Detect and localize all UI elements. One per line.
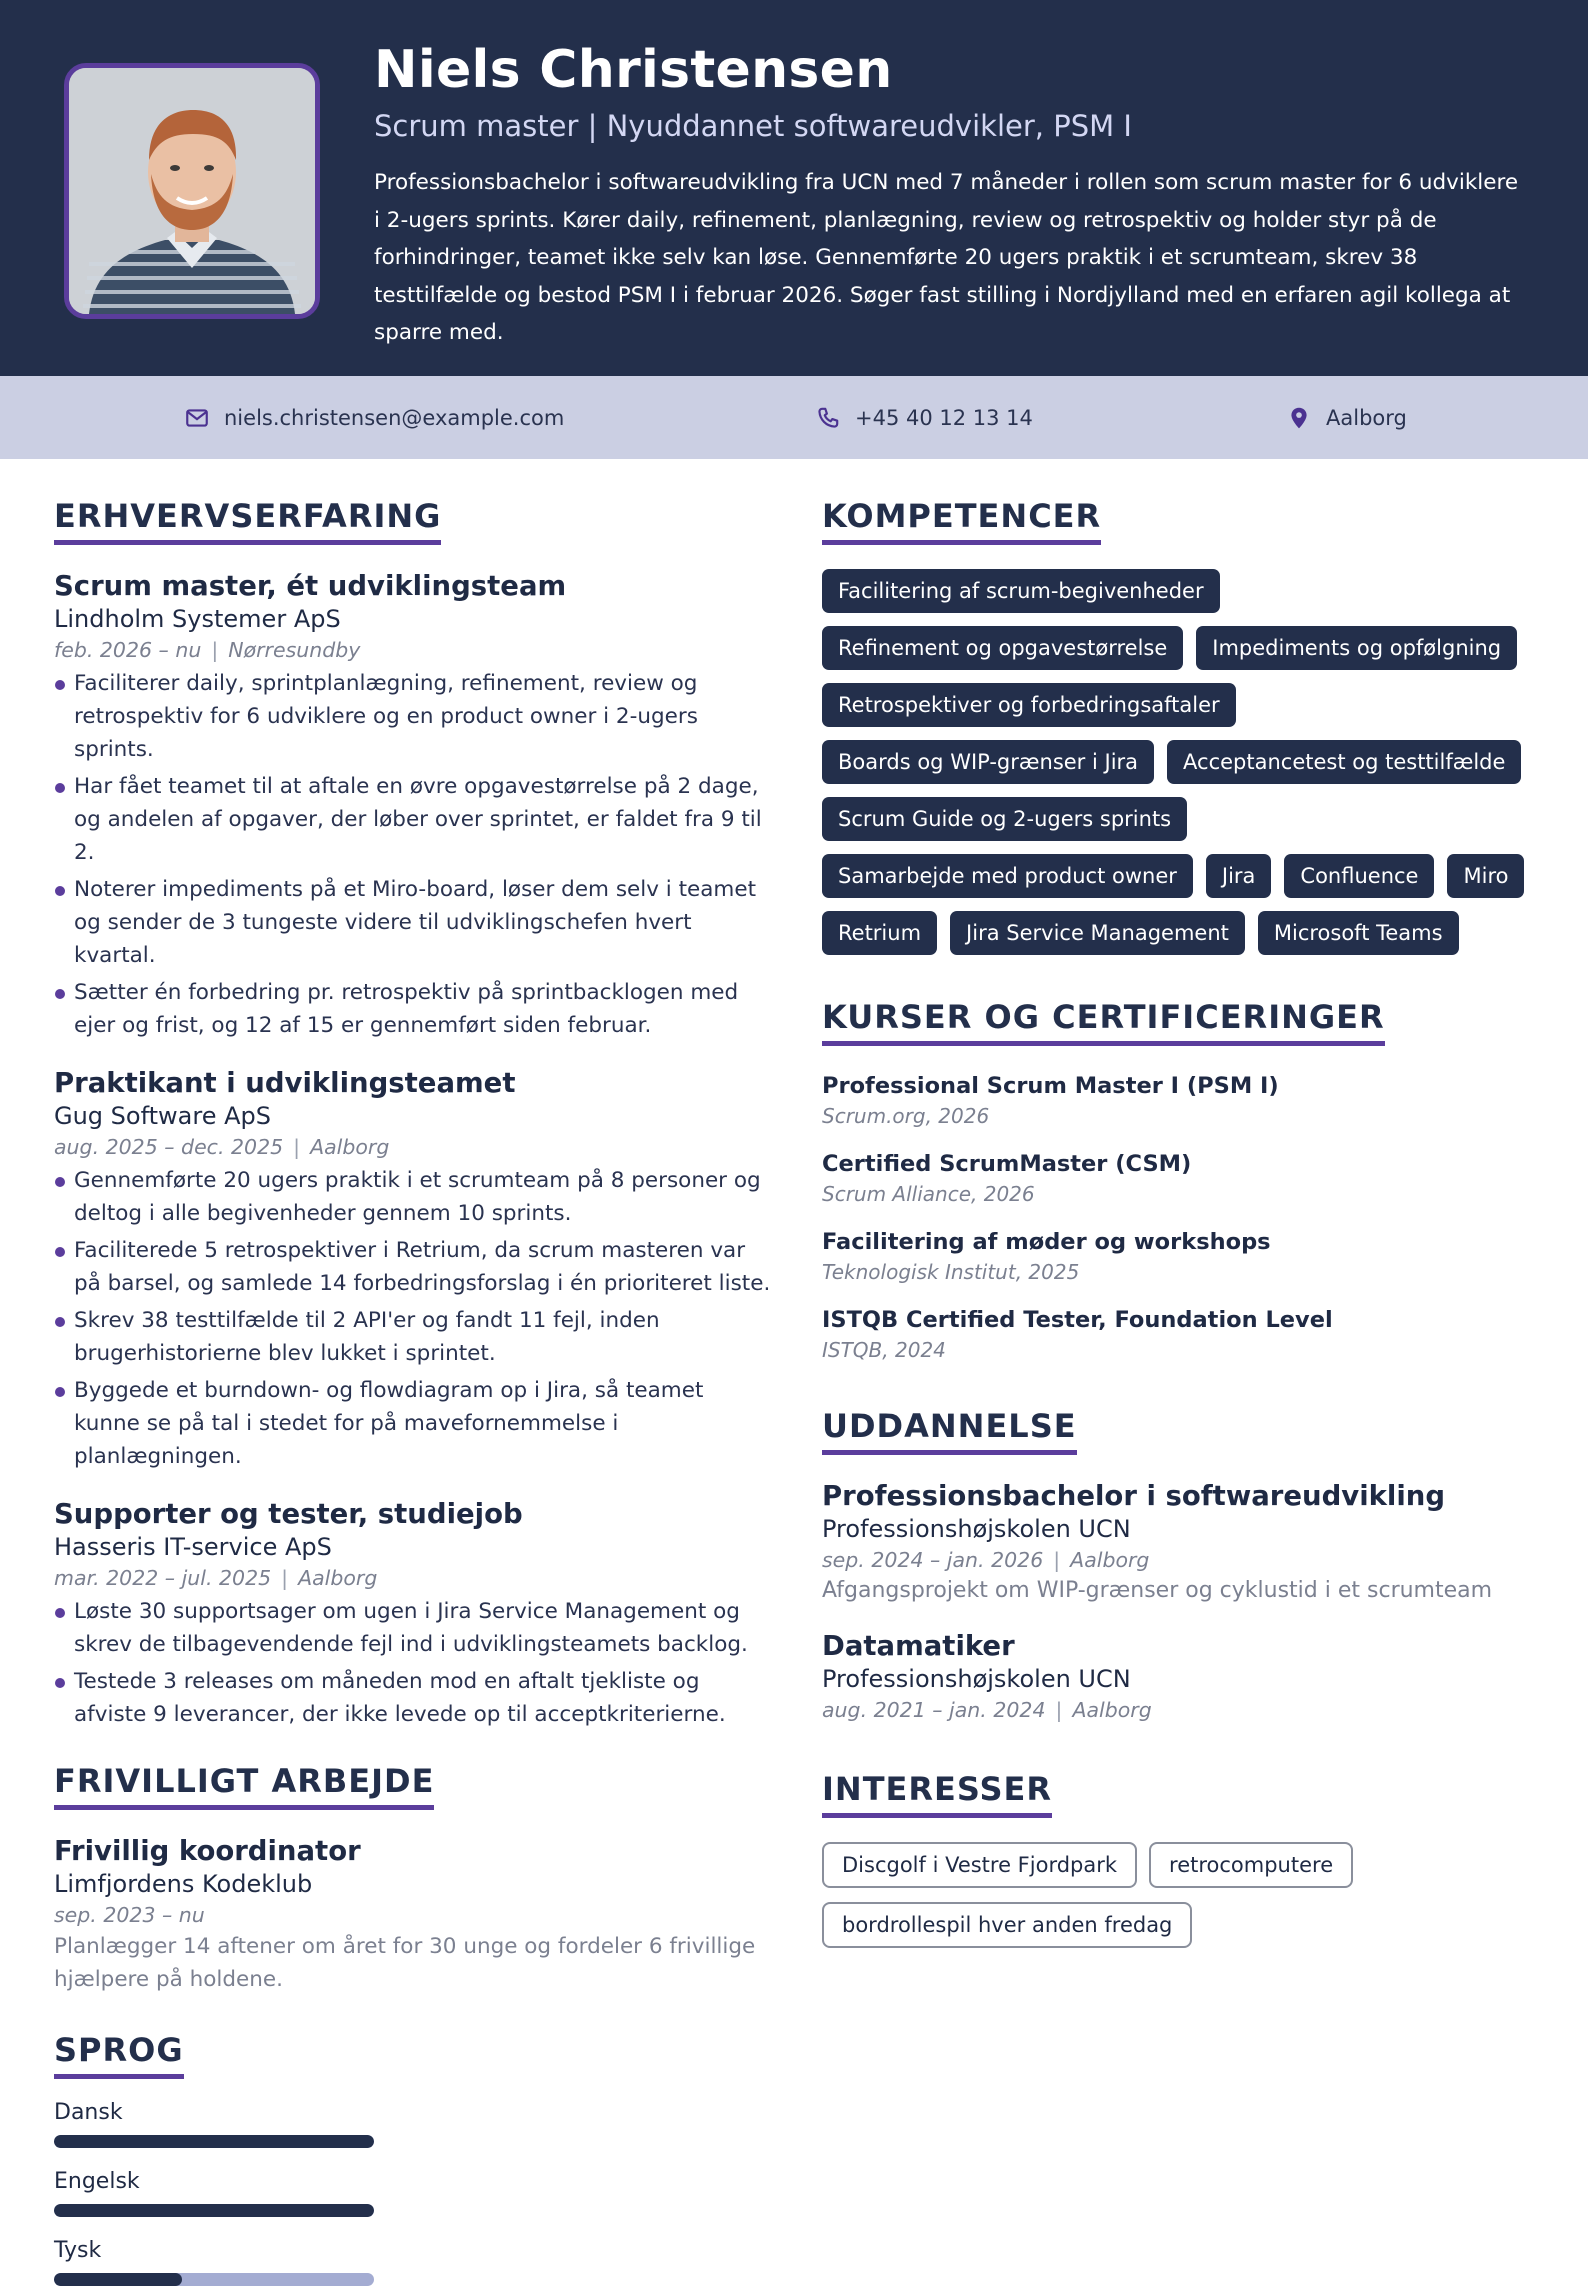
course-item: [822, 1226, 1534, 1286]
skill-chip: Miro: [1447, 854, 1524, 898]
volunteer-role: Frivillig koordinator: [54, 1835, 361, 1867]
volunteer-description: Planlægger 14 aftener om året for 30 unge og fordeler 6 frivillige hjælpere på holdene.: [54, 1934, 756, 1992]
job-meta: [54, 1563, 774, 1593]
map-pin-icon: [1286, 405, 1312, 431]
education-item: [822, 1629, 1534, 1725]
language-level-fill: [54, 2204, 374, 2217]
language-name: Dansk: [54, 2100, 123, 2125]
interest-chip: Discgolf i Vestre Fjordpark: [822, 1842, 1137, 1888]
language-level-bar: [54, 2135, 374, 2148]
job-bullet: Byggede et burndown- og flowdiagram op i Jira, så teamet kunne se på tal i stedet for på mavefornemmelse i planlægningen.: [54, 1374, 774, 1473]
education-degree: Datamatiker: [822, 1630, 1015, 1662]
skill-chip: Jira: [1206, 854, 1272, 898]
section-title-experience: ERHVERVSERFARING: [54, 496, 441, 545]
language-item: [54, 2166, 774, 2217]
course-list: [822, 1070, 1534, 1364]
skill-chip: Acceptancetest og testtilfælde: [1167, 740, 1521, 784]
experience-list: [54, 569, 774, 1731]
contact-bar: [0, 376, 1588, 459]
interest-chip: retrocomputere: [1149, 1842, 1353, 1888]
language-name: Tysk: [54, 2238, 102, 2263]
course-issuer: Scrum.org, 2026: [822, 1104, 990, 1128]
location-text: Aalborg: [1326, 405, 1407, 430]
skill-chip: Facilitering af scrum-begivenheder: [822, 569, 1220, 613]
language-level-bar: [54, 2273, 374, 2286]
course-name: Certified ScrumMaster (CSM): [822, 1151, 1192, 1177]
section-title-courses: KURSER OG CERTIFICERINGER: [822, 997, 1385, 1046]
resume-header: [0, 0, 1588, 376]
profile-photo: [64, 63, 320, 319]
course-item: [822, 1070, 1534, 1130]
job-dates: aug. 2025 – dec. 2025: [54, 1135, 284, 1159]
contact-phone[interactable]: [815, 376, 1033, 459]
skill-chip: Retrospektiver og forbedringsaftaler: [822, 683, 1236, 727]
volunteer-org: Limfjordens Kodeklub: [54, 1870, 313, 1898]
skill-chip: Confluence: [1284, 854, 1434, 898]
interest-chips: [822, 1842, 1534, 1948]
meta-separator: |: [293, 1135, 301, 1159]
job-meta: [54, 1132, 774, 1162]
job-bullet: Gennemførte 20 ugers praktik i et scrumteam på 8 personer og deltog i alle begivenheder gennem 10 sprints.: [54, 1164, 774, 1230]
interest-chip: bordrollespil hver anden fredag: [822, 1902, 1192, 1948]
job-entry: [54, 569, 774, 1042]
skill-chip: Boards og WIP-grænser i Jira: [822, 740, 1154, 784]
course-issuer: Scrum Alliance, 2026: [822, 1182, 1035, 1206]
skill-chip: Refinement og opgavestørrelse: [822, 626, 1183, 670]
job-company: Hasseris IT-service ApS: [54, 1533, 332, 1561]
education-list: [822, 1479, 1534, 1725]
education-item: [822, 1479, 1534, 1607]
job-title: Praktikant i udviklingsteamet: [54, 1067, 516, 1099]
languages-section: [54, 2030, 774, 2286]
skill-chip: Impediments og opfølgning: [1196, 626, 1517, 670]
volunteer-section: [54, 1761, 774, 1996]
job-bullet: Sætter én forbedring pr. retrospektiv på sprintbacklogen med ejer og frist, og 12 af 15 er gennemført siden februar.: [54, 976, 774, 1042]
course-issuer: Teknologisk Institut, 2025: [822, 1260, 1080, 1284]
contact-email[interactable]: [184, 376, 564, 459]
candidate-name: Niels Christensen: [374, 40, 893, 100]
job-bullets: [54, 667, 774, 1042]
phone-text: +45 40 12 13 14: [855, 405, 1033, 430]
language-level-fill: [54, 2273, 182, 2286]
section-title-skills: KOMPETENCER: [822, 496, 1101, 545]
education-meta: [822, 1545, 1534, 1575]
job-company: Lindholm Systemer ApS: [54, 605, 341, 633]
language-name: Engelsk: [54, 2169, 140, 2194]
right-column: [822, 496, 1534, 1948]
education-dates: aug. 2021 – jan. 2024: [822, 1698, 1046, 1722]
portrait-image: [69, 68, 315, 314]
job-bullet: Løste 30 supportsager om ugen i Jira Service Management og skrev de tilbagevendende fejl ind i udviklingsteamets backlog.: [54, 1595, 774, 1661]
job-bullets: [54, 1164, 774, 1473]
skill-chip: Retrium: [822, 911, 937, 955]
candidate-headline: Scrum master | Nyuddannet softwareudvikler, PSM I: [374, 109, 1132, 143]
job-bullets: [54, 1595, 774, 1731]
language-level-fill: [54, 2135, 374, 2148]
section-title-volunteer: FRIVILLIGT ARBEJDE: [54, 1761, 434, 1810]
section-title-languages: SPROG: [54, 2030, 184, 2079]
job-company: Gug Software ApS: [54, 1102, 271, 1130]
education-location: Aalborg: [1070, 1548, 1150, 1572]
language-item: [54, 2097, 774, 2148]
meta-separator: |: [211, 638, 219, 662]
left-column: [54, 496, 774, 2286]
mail-icon: [184, 405, 210, 431]
job-entry: [54, 1066, 774, 1473]
courses-section: [822, 997, 1534, 1364]
education-section: [822, 1406, 1534, 1725]
job-entry: [54, 1497, 774, 1731]
skill-chip: Scrum Guide og 2-ugers sprints: [822, 797, 1187, 841]
education-school: Professionshøjskolen UCN: [822, 1665, 1131, 1693]
phone-icon: [815, 405, 841, 431]
job-location: Aalborg: [298, 1566, 378, 1590]
volunteer-dates: sep. 2023 – nu: [54, 1903, 205, 1927]
education-meta: [822, 1695, 1534, 1725]
email-text: niels.christensen@example.com: [224, 405, 565, 430]
section-title-education: UDDANNELSE: [822, 1406, 1077, 1455]
language-list: [54, 2097, 774, 2286]
job-bullet: Har fået teamet til at aftale en øvre opgavestørrelse på 2 dage, og andelen af opgaver, der løber over sprintet, er faldet fra 9 til 2.: [54, 770, 774, 869]
job-meta: [54, 635, 774, 665]
skill-chip: Microsoft Teams: [1258, 911, 1459, 955]
skill-chip: Samarbejde med product owner: [822, 854, 1193, 898]
job-dates: mar. 2022 – jul. 2025: [54, 1566, 272, 1590]
job-location: Aalborg: [310, 1135, 390, 1159]
job-title: Supporter og tester, studiejob: [54, 1498, 523, 1530]
education-location: Aalborg: [1072, 1698, 1152, 1722]
contact-location: [1286, 376, 1407, 459]
education-school: Professionshøjskolen UCN: [822, 1515, 1131, 1543]
meta-separator: |: [281, 1566, 289, 1590]
profile-summary: Professionsbachelor i softwareudvikling fra UCN med 7 måneder i rollen som scrum master for 6 udviklere i 2-ugers sprints. Kører daily, refinement, planlægning, review og retrospektiv og holder styr på de forhindringer, teamet ikke selv kan løse. Gennemførte 20 ugers praktik i et scrumteam, skrev 38 testtilfælde og bestod PSM I i februar 2026. Søger fast stilling i Nordjylland med en erfaren agil kollega at sparre med.: [374, 170, 1519, 345]
education-dates: sep. 2024 – jan. 2026: [822, 1548, 1044, 1572]
section-title-interests: INTERESSER: [822, 1769, 1052, 1818]
course-name: Professional Scrum Master I (PSM I): [822, 1073, 1279, 1099]
job-bullet: Skrev 38 testtilfælde til 2 API'er og fandt 11 fejl, inden brugerhistorierne blev lukket i sprintet.: [54, 1304, 774, 1370]
course-item: [822, 1148, 1534, 1208]
course-name: Facilitering af møder og workshops: [822, 1229, 1271, 1255]
course-issuer: ISTQB, 2024: [822, 1338, 946, 1362]
job-location: Nørresundby: [228, 638, 361, 662]
job-dates: feb. 2026 – nu: [54, 638, 202, 662]
course-name: ISTQB Certified Tester, Foundation Level: [822, 1307, 1333, 1333]
job-bullet: Testede 3 releases om måneden mod en aftalt tjekliste og afviste 9 leverancer, der ikke levede op til acceptkriterierne.: [54, 1665, 774, 1731]
job-bullet: Faciliterede 5 retrospektiver i Retrium, da scrum masteren var på barsel, og samlede 14 forbedringsforslag i én prioriteret liste.: [54, 1234, 774, 1300]
job-title: Scrum master, ét udviklingsteam: [54, 570, 567, 602]
job-bullet: Faciliterer daily, sprintplanlægning, refinement, review og retrospektiv for 6 udviklere og en product owner i 2-ugers sprints.: [54, 667, 774, 766]
course-item: [822, 1304, 1534, 1364]
meta-separator: |: [1053, 1548, 1061, 1572]
skill-chips: [822, 569, 1534, 955]
job-bullet: Noterer impediments på et Miro-board, løser dem selv i teamet og sender de 3 tungeste videre til udviklingschefen hvert kvartal.: [54, 873, 774, 972]
interests-section: [822, 1769, 1534, 1948]
education-description: Afgangsprojekt om WIP-grænser og cyklustid i et scrumteam: [822, 1578, 1493, 1603]
language-item: [54, 2235, 774, 2286]
meta-separator: |: [1055, 1698, 1063, 1722]
language-level-bar: [54, 2204, 374, 2217]
skill-chip: Jira Service Management: [950, 911, 1245, 955]
education-degree: Professionsbachelor i softwareudvikling: [822, 1480, 1446, 1512]
